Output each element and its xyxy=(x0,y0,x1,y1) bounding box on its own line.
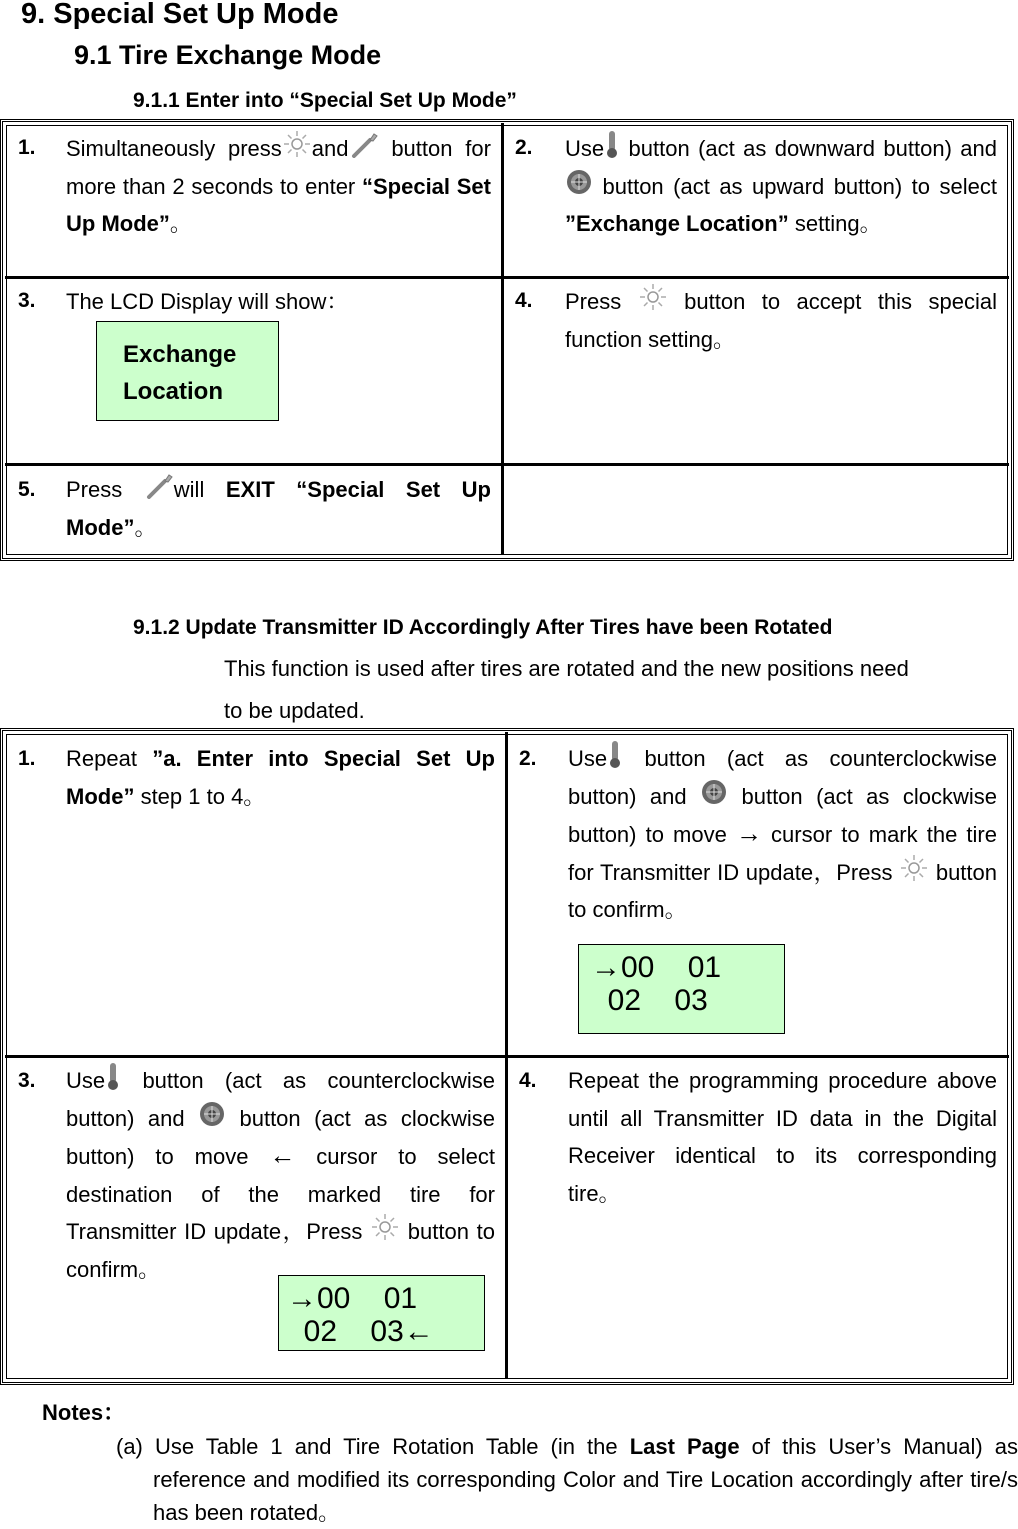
section1-title: 9.1.1 Enter into “Special Set Up Mode” xyxy=(133,89,517,112)
step-number: 3. xyxy=(18,1069,36,1092)
tire-icon xyxy=(198,1100,226,1128)
thermometer-icon xyxy=(105,1062,121,1090)
step-number: 5. xyxy=(18,478,36,501)
sun-icon xyxy=(282,130,312,158)
sun-icon xyxy=(370,1213,400,1241)
section2-intro-line1: This function is used after tires are rotated and the new positions need xyxy=(224,656,909,681)
section2-intro-line2: to be updated. xyxy=(224,698,365,723)
step-3-text: The LCD Display will show： xyxy=(66,289,349,314)
sun-icon xyxy=(638,283,668,311)
step-number: 2. xyxy=(519,747,537,770)
step-4-text: Repeat the programming procedure above until all Transmitter ID data in the Digital Receiver identical to its corresponding tire。 xyxy=(568,1068,997,1206)
step-1-text: Simultaneously press and button for more than 2 seconds to enter “Special Set Up Mode”。 xyxy=(66,130,491,243)
step-5-text: Press will EXIT “Special Set Up Mode”。 xyxy=(66,471,491,546)
thermometer-icon xyxy=(604,130,620,158)
step-4-text: Press button to accept this special function setting。 xyxy=(565,283,997,358)
step-2-text: Use button (act as counterclockwise button) and button (act as clockwise button) to move → cursor to mark the tire for Transmitter ID update，Press button to confirm。 xyxy=(568,740,997,929)
notes-label: Notes： xyxy=(42,1400,126,1425)
lcd-display: →00 01 02 03← xyxy=(278,1275,485,1351)
page-heading: 9. Special Set Up Mode xyxy=(21,0,339,30)
step-2-text: Use button (act as downward button) and button (act as upward button) to select ”Exchange Location” setting。 xyxy=(565,130,997,243)
step-3-text: Use button (act as counterclockwise button) and button (act as clockwise button) to move ← cursor to select destination of the marked tire for Transmitter ID update，Press button to confirm。 xyxy=(66,1062,495,1288)
section-heading: 9.1 Tire Exchange Mode xyxy=(74,40,382,70)
tire-icon xyxy=(700,778,728,806)
wrench-icon xyxy=(144,471,174,499)
note-a: (a) Use Table 1 and Tire Rotation Table (in the Last Page of this User’s Manual) as reference and modified its corresponding Color and Tire Location accordingly after tire/s has been rotated。 xyxy=(116,1434,1018,1525)
step-number: 1. xyxy=(18,747,36,770)
section2-title: 9.1.2 Update Transmitter ID Accordingly After Tires have been Rotated xyxy=(133,616,833,639)
step-1-text: Repeat ”a. Enter into Special Set Up Mode” step 1 to 4。 xyxy=(66,746,495,809)
step-number: 4. xyxy=(519,1069,537,1092)
sun-icon xyxy=(899,854,929,882)
step-number: 4. xyxy=(515,289,533,312)
lcd-display: →00 01 02 03 xyxy=(578,944,785,1034)
lcd-display: Exchange Location xyxy=(96,321,279,421)
step-number: 2. xyxy=(515,136,533,159)
step-number: 3. xyxy=(18,289,36,312)
step-number: 1. xyxy=(18,136,36,159)
wrench-icon xyxy=(349,130,379,158)
thermometer-icon xyxy=(607,740,623,768)
tire-icon xyxy=(565,168,593,196)
